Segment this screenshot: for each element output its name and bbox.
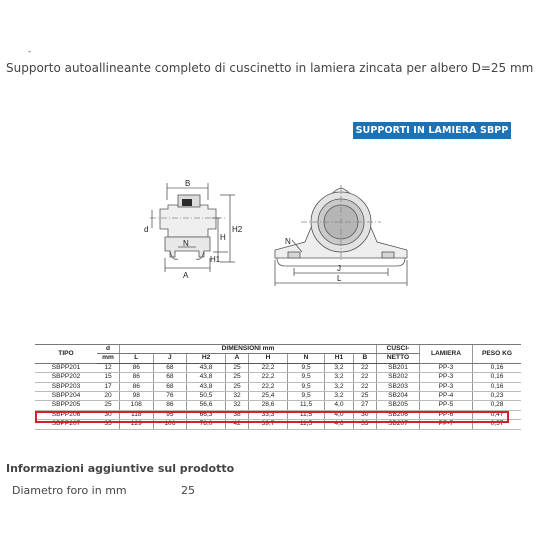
category-banner: SUPPORTI IN LAMIERA SBPP bbox=[353, 122, 511, 139]
table-cell: 4,0 bbox=[325, 410, 353, 419]
table-cell: 86 bbox=[120, 363, 154, 372]
col-tipo: TIPO bbox=[35, 345, 97, 364]
col-h2: H2 bbox=[187, 354, 226, 363]
table-cell: 43,8 bbox=[187, 382, 226, 391]
table-cell: 25 bbox=[225, 373, 248, 382]
dim-j-label: J bbox=[337, 264, 341, 273]
table-cell: 3,2 bbox=[325, 392, 353, 401]
table-cell: 106 bbox=[153, 420, 187, 429]
col-d: d bbox=[97, 345, 120, 354]
table-cell: 118 bbox=[120, 410, 154, 419]
table-cell: SBPP202 bbox=[35, 373, 97, 382]
table-cell: 76 bbox=[153, 392, 187, 401]
table-cell: 35 bbox=[97, 420, 120, 429]
table-cell: SB204 bbox=[377, 392, 420, 401]
table-cell: 3,2 bbox=[325, 373, 353, 382]
table-cell: 86 bbox=[153, 401, 187, 410]
table-cell: 39,7 bbox=[249, 420, 288, 429]
table-cell: 66,3 bbox=[187, 410, 226, 419]
table-cell: SB206 bbox=[377, 410, 420, 419]
table-cell: 3,2 bbox=[325, 363, 353, 372]
table-cell: PP-3 bbox=[420, 363, 473, 372]
col-j: J bbox=[153, 354, 187, 363]
dim-b-label: B bbox=[185, 179, 191, 188]
table-cell: PP-4 bbox=[420, 392, 473, 401]
table-cell: PP-3 bbox=[420, 373, 473, 382]
col-lamiera: LAMIERA bbox=[420, 345, 473, 364]
table-cell: 11,5 bbox=[287, 420, 324, 429]
table-cell: 98 bbox=[120, 392, 154, 401]
table-cell: 30 bbox=[97, 410, 120, 419]
table-cell: SB203 bbox=[377, 382, 420, 391]
col-l: L bbox=[120, 354, 154, 363]
table-cell: 68 bbox=[153, 363, 187, 372]
table-cell: 12 bbox=[97, 363, 120, 372]
table-cell: SB207 bbox=[377, 420, 420, 429]
table-cell: 0,23 bbox=[473, 392, 522, 401]
dim-h1-label: H1 bbox=[210, 255, 221, 264]
info-value: 25 bbox=[181, 484, 195, 497]
table-cell: 22,2 bbox=[249, 363, 288, 372]
table-cell: 27 bbox=[353, 401, 376, 410]
table-cell: 0,28 bbox=[473, 401, 522, 410]
table-cell: 42 bbox=[225, 420, 248, 429]
table-cell: 43,8 bbox=[187, 363, 226, 372]
table-cell: 43,8 bbox=[187, 373, 226, 382]
table-cell: SBPP203 bbox=[35, 382, 97, 391]
table-cell: 3,2 bbox=[325, 382, 353, 391]
table-cell: 0,16 bbox=[473, 373, 522, 382]
table-cell: 22 bbox=[353, 373, 376, 382]
col-cuscinetto: CUSCI- bbox=[377, 345, 420, 354]
dim-n-label: N bbox=[183, 239, 189, 248]
table-cell: SBPP206 bbox=[35, 410, 97, 419]
table-row bbox=[35, 401, 521, 410]
table-cell: 25 bbox=[97, 401, 120, 410]
table-cell: 32 bbox=[225, 392, 248, 401]
table-cell: 0,47 bbox=[473, 410, 522, 419]
table-cell: 38 bbox=[225, 410, 248, 419]
table-cell: 86 bbox=[120, 382, 154, 391]
table-cell: 0,16 bbox=[473, 363, 522, 372]
marker: - bbox=[28, 47, 32, 57]
table-cell: 33,3 bbox=[249, 410, 288, 419]
table-cell: 22,2 bbox=[249, 373, 288, 382]
table-cell: 11,5 bbox=[287, 401, 324, 410]
col-b: B bbox=[353, 354, 376, 363]
dim-d-label: d bbox=[144, 225, 149, 234]
table-cell: PP-7 bbox=[420, 420, 473, 429]
table-cell: SBPP201 bbox=[35, 363, 97, 372]
table-cell: 28,6 bbox=[249, 401, 288, 410]
table-row bbox=[35, 392, 521, 401]
table-cell: 20 bbox=[97, 392, 120, 401]
table-cell: 22 bbox=[353, 363, 376, 372]
table-row bbox=[35, 363, 521, 372]
table-cell: SBPP207 bbox=[35, 420, 97, 429]
product-description: Supporto autoallineante completo di cuscinetto in lamiera zincata per albero D=25 mm bbox=[6, 61, 534, 75]
table-cell: 56,6 bbox=[187, 401, 226, 410]
table-cell: 30 bbox=[353, 410, 376, 419]
col-peso: PESO KG bbox=[473, 345, 522, 364]
table-cell: 32 bbox=[225, 401, 248, 410]
col-dimensioni: DIMENSIONI mm bbox=[120, 345, 377, 354]
info-label: Diametro foro in mm bbox=[12, 484, 127, 497]
table-cell: 9,5 bbox=[287, 373, 324, 382]
table-cell: 11,5 bbox=[287, 410, 324, 419]
col-a: A bbox=[225, 354, 248, 363]
table-cell: PP-3 bbox=[420, 382, 473, 391]
dim-a-label: A bbox=[183, 271, 189, 280]
table-cell: 25,4 bbox=[249, 392, 288, 401]
table-cell: 0,16 bbox=[473, 382, 522, 391]
table-cell: 15 bbox=[97, 373, 120, 382]
table-cell: 0,57 bbox=[473, 420, 522, 429]
table-cell: 4,6 bbox=[325, 420, 353, 429]
table-row bbox=[35, 373, 521, 382]
table-cell: 95 bbox=[153, 410, 187, 419]
table-cell: 108 bbox=[120, 401, 154, 410]
col-cuscinetto-2: NETTO bbox=[377, 354, 420, 363]
table-cell: 4,0 bbox=[325, 401, 353, 410]
table-cell: 33 bbox=[353, 420, 376, 429]
table-cell: 9,5 bbox=[287, 363, 324, 372]
table-cell: 25 bbox=[225, 382, 248, 391]
table-cell: 50,5 bbox=[187, 392, 226, 401]
dim-l-label: L bbox=[337, 274, 342, 283]
table-cell: SBPP205 bbox=[35, 401, 97, 410]
table-cell: SB202 bbox=[377, 373, 420, 382]
table-row bbox=[35, 382, 521, 391]
table-cell: 9,5 bbox=[287, 382, 324, 391]
table-cell: 25 bbox=[353, 392, 376, 401]
table-cell: SBPP204 bbox=[35, 392, 97, 401]
table-cell: 22 bbox=[353, 382, 376, 391]
table-cell: 86 bbox=[120, 373, 154, 382]
dim-h2-label: H2 bbox=[232, 225, 243, 234]
table-cell: 17 bbox=[97, 382, 120, 391]
info-title: Informazioni aggiuntive sul prodotto bbox=[6, 462, 235, 475]
col-n: N bbox=[287, 354, 324, 363]
table-cell: SB205 bbox=[377, 401, 420, 410]
highlighted-row-frame bbox=[35, 411, 509, 423]
table-cell: PP-6 bbox=[420, 410, 473, 419]
table-cell: 68 bbox=[153, 382, 187, 391]
col-h1: H1 bbox=[325, 354, 353, 363]
table-cell: 9,5 bbox=[287, 392, 324, 401]
dim-n-right-label: N bbox=[285, 237, 291, 246]
table-cell: 78,0 bbox=[187, 420, 226, 429]
col-mm: mm bbox=[97, 354, 120, 363]
table-cell: PP-5 bbox=[420, 401, 473, 410]
dim-h-label: H bbox=[220, 233, 226, 242]
table-cell: 25 bbox=[225, 363, 248, 372]
table-cell: 129 bbox=[120, 420, 154, 429]
col-h: H bbox=[249, 354, 288, 363]
table-cell: 22,2 bbox=[249, 382, 288, 391]
table-cell: SB201 bbox=[377, 363, 420, 372]
table-cell: 68 bbox=[153, 373, 187, 382]
